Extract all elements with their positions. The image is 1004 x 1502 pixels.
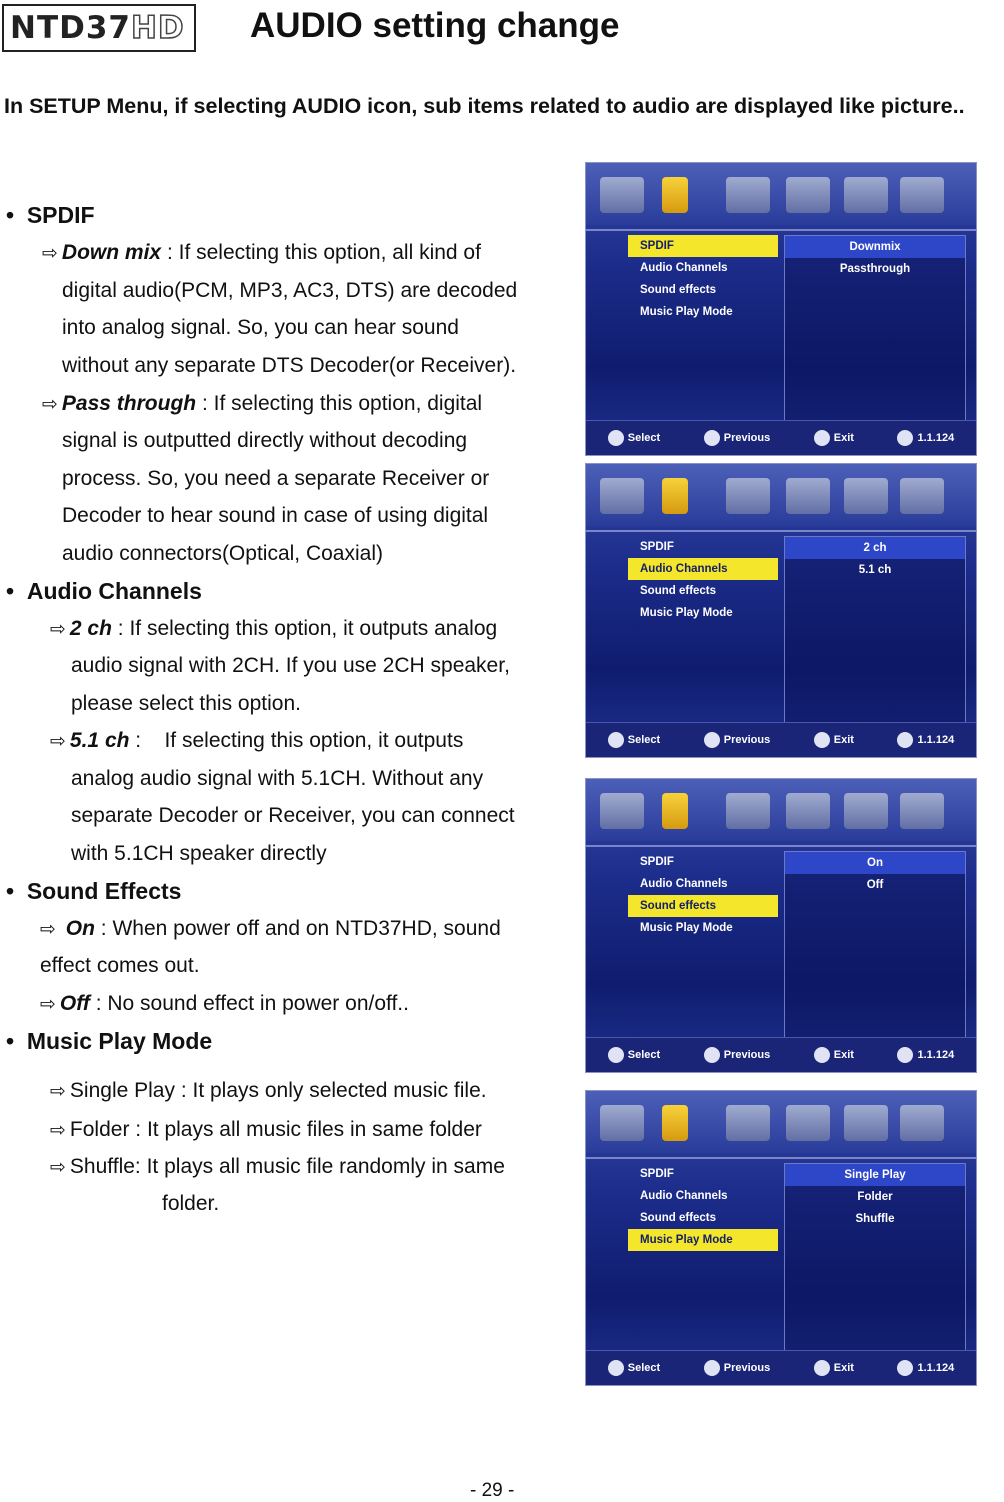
ch2-label: 2 ch [69,617,112,640]
menu-item-channels: Audio Channels [640,878,728,890]
arrow-icon: ⇨ [50,1119,66,1141]
ch2-line-2: audio signal with 2CH. If you use 2CH speaker, [71,654,510,677]
on-line-1 [40,916,501,942]
satellite-icon [844,1105,888,1141]
select-icon [608,430,624,446]
folder-icon [900,793,944,829]
options-panel [784,536,966,728]
shuffle-text: Shuffle: It plays all music file randomly in same [69,1155,505,1178]
menu-item-music: Music Play Mode [640,306,733,318]
passthrough-line-3: process. So, you need a separate Receiver or [62,467,490,490]
tools-icon [726,478,770,514]
fw-icon [897,1360,913,1376]
downmix-line-4: without any separate DTS Decoder(or Receiver). [62,354,517,377]
ch51-line-4: with 5.1CH speaker directly [71,842,327,865]
exit-label: Exit [833,1362,854,1374]
arrow-icon: ⇨ [50,1156,66,1178]
folder-icon [900,478,944,514]
menu-item-effects: Sound effects [628,895,778,917]
audio-icon [662,177,688,213]
setup-icon-bar [586,163,976,225]
menu-item-channels: Audio Channels [640,1190,728,1202]
screen-footer [586,420,976,455]
network-icon [786,177,830,213]
setup-icon-bar [586,464,976,526]
passthrough-label: Pass through [61,392,197,415]
ch51-line-2: analog audio signal with 5.1CH. Without any [71,767,484,790]
tools-icon [726,793,770,829]
fw-icon [897,1047,913,1063]
ch2-text: : If selecting this option, it outputs analog [111,617,498,640]
exit-icon [814,430,830,446]
previous-label: Previous [723,1362,771,1374]
option-item: Passthrough [839,263,911,275]
brand-logo [2,4,196,52]
network-icon [786,793,830,829]
select-label: Select [627,1049,661,1061]
menu-item-music: Music Play Mode [628,1229,778,1251]
previous-icon [704,732,720,748]
screen-footer [586,1037,976,1072]
off-text: : No sound effect in power on/off.. [89,992,409,1015]
previous-label: Previous [723,734,771,746]
option-item: Off [866,879,884,891]
downmix-line-1 [42,240,481,266]
fw-version: 1.1.124 [917,1049,955,1061]
shuffle-line-2: folder. [162,1192,220,1215]
exit-icon [814,1047,830,1063]
screenshot-effects [585,778,977,1073]
arrow-icon: ⇨ [42,393,58,415]
off-line-1 [40,991,409,1017]
passthrough-text: : If selecting this option, digital [196,392,483,415]
select-label: Select [627,734,661,746]
setup-menu [628,235,778,323]
options-panel [784,235,966,427]
folder-text: Folder : It plays all music files in same folder [69,1118,482,1141]
intro-paragraph: In SETUP Menu, if selecting AUDIO icon, sub items related to audio are displayed like picture.. [4,94,965,118]
select-icon [608,732,624,748]
setup-menu [628,1163,778,1251]
downmix-line-2: digital audio(PCM, MP3, AC3, DTS) are decoded [62,279,518,302]
effects-heading-text: Sound Effects [26,878,182,904]
downmix-line-3: into analog signal. So, you can hear sound [62,316,459,339]
screenshot-spdif [585,162,977,456]
arrow-icon: ⇨ [40,918,56,940]
page-number: - 29 - [470,1480,515,1501]
screen-footer [586,1350,976,1385]
bullet: • [6,202,15,228]
option-item: 2 ch [785,537,965,559]
previous-icon [704,1360,720,1376]
music-heading-text: Music Play Mode [26,1028,213,1054]
folder-line [50,1117,482,1143]
tv-icon [600,177,644,213]
menu-item-music: Music Play Mode [640,607,733,619]
tv-icon [600,1105,644,1141]
select-label: Select [627,432,661,444]
fw-version: 1.1.124 [917,1362,955,1374]
passthrough-line-2: signal is outputted directly without decoding [62,429,468,452]
on-text: : When power off and on NTD37HD, sound [94,917,501,940]
logo-part-b: HD [130,10,185,46]
audio-icon [662,1105,688,1141]
menu-item-effects: Sound effects [640,1212,717,1224]
exit-icon [814,1360,830,1376]
satellite-icon [844,177,888,213]
option-item: Single Play [785,1164,965,1186]
ch51-text: : If selecting this option, it outputs [129,729,464,752]
section-effects-heading [6,878,181,904]
options-panel [784,1163,966,1355]
logo-part-a: NTD37 [10,10,131,46]
fw-icon [897,732,913,748]
ch2-line-1 [50,616,497,642]
menu-item-effects: Sound effects [640,284,717,296]
setup-menu [628,851,778,939]
section-spdif-heading [6,202,95,228]
off-label: Off [59,992,90,1015]
previous-label: Previous [723,1049,771,1061]
passthrough-line-4: Decoder to hear sound in case of using digital [62,504,489,527]
downmix-label: Down mix [61,241,162,264]
bullet: • [6,878,15,904]
section-music-heading [6,1028,212,1054]
bullet: • [6,1028,15,1054]
folder-icon [900,1105,944,1141]
satellite-icon [844,478,888,514]
option-item: Shuffle [855,1213,895,1225]
divider [586,530,976,532]
menu-item-music: Music Play Mode [640,922,733,934]
setup-menu [628,536,778,624]
divider [586,1157,976,1159]
ch51-label: 5.1 ch [69,729,130,752]
arrow-icon: ⇨ [50,1080,66,1102]
single-text: Single Play : It plays only selected music file. [69,1079,487,1102]
menu-item-channels: Audio Channels [640,262,728,274]
fw-version: 1.1.124 [917,432,955,444]
single-line [50,1078,487,1104]
satellite-icon [844,793,888,829]
arrow-icon: ⇨ [50,730,66,752]
tv-icon [600,793,644,829]
setup-icon-bar [586,1091,976,1153]
option-item: Folder [857,1191,893,1203]
select-icon [608,1360,624,1376]
channels-heading-text: Audio Channels [26,578,202,604]
network-icon [786,1105,830,1141]
tv-icon [600,478,644,514]
divider [586,229,976,231]
setup-icon-bar [586,779,976,841]
page-title: AUDIO setting change [250,6,620,45]
audio-icon [662,793,688,829]
previous-icon [704,1047,720,1063]
menu-item-spdif: SPDIF [640,856,674,868]
ch51-line-1 [50,728,463,754]
fw-icon [897,430,913,446]
menu-item-spdif: SPDIF [640,1168,674,1180]
exit-label: Exit [833,1049,854,1061]
audio-icon [662,478,688,514]
exit-icon [814,732,830,748]
screenshot-music [585,1090,977,1386]
ch2-line-3: please select this option. [71,692,301,715]
option-item: 5.1 ch [858,564,892,576]
on-line-2: effect comes out. [40,954,200,977]
ch51-line-3: separate Decoder or Receiver, you can connect [71,804,515,827]
arrow-icon: ⇨ [50,618,66,640]
select-label: Select [627,1362,661,1374]
arrow-icon: ⇨ [42,242,58,264]
divider [586,845,976,847]
previous-icon [704,430,720,446]
screen-footer [586,722,976,757]
passthrough-line-5: audio connectors(Optical, Coaxial) [62,542,383,565]
downmix-text: : If selecting this option, all kind of [161,241,481,264]
folder-icon [900,177,944,213]
option-item: Downmix [785,236,965,258]
exit-label: Exit [833,734,854,746]
section-channels-heading [6,578,202,604]
tools-icon [726,1105,770,1141]
menu-item-effects: Sound effects [640,585,717,597]
spdif-heading-text: SPDIF [26,202,95,228]
shuffle-line-1 [50,1154,505,1180]
fw-version: 1.1.124 [917,734,955,746]
passthrough-line-1 [42,391,482,417]
previous-label: Previous [723,432,771,444]
network-icon [786,478,830,514]
bullet: • [6,578,15,604]
arrow-icon: ⇨ [40,993,56,1015]
screenshot-channels [585,463,977,758]
select-icon [608,1047,624,1063]
option-item: On [785,852,965,874]
menu-item-spdif: SPDIF [640,541,674,553]
exit-label: Exit [833,432,854,444]
menu-item-channels: Audio Channels [628,558,778,580]
tools-icon [726,177,770,213]
on-label: On [65,917,95,940]
menu-item-spdif: SPDIF [628,235,778,257]
options-panel [784,851,966,1043]
